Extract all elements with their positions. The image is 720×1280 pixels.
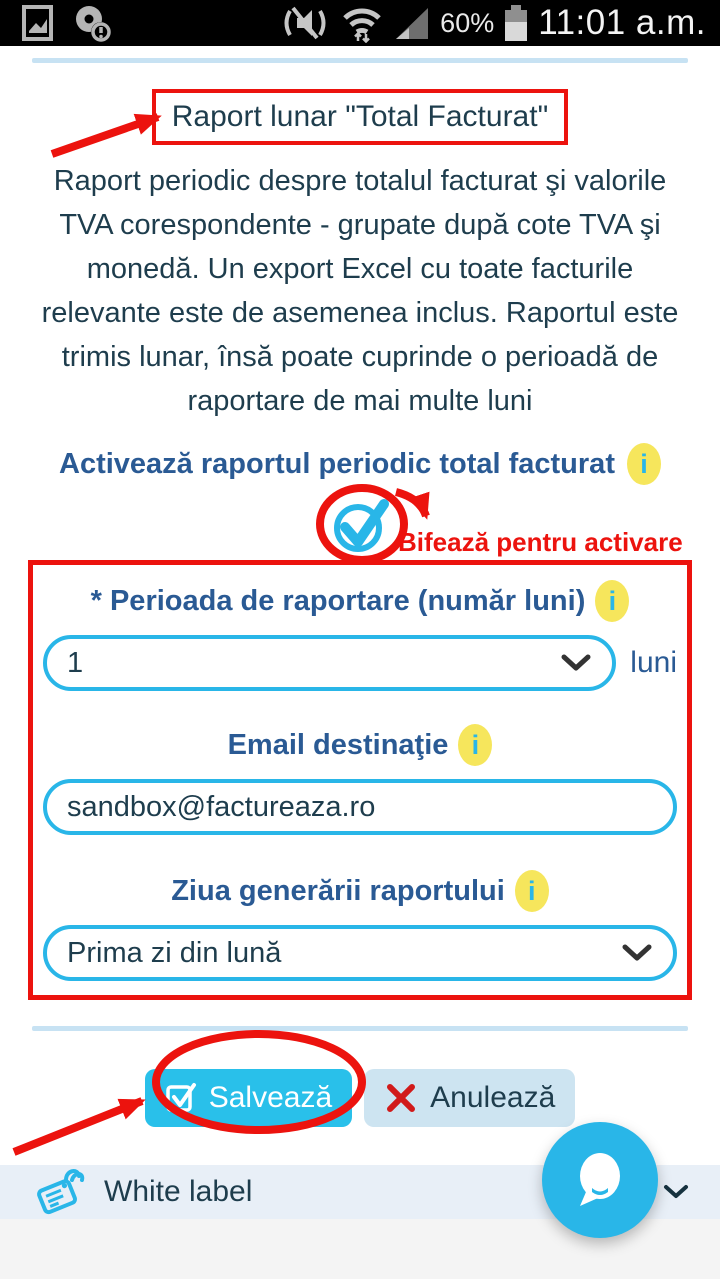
status-bar-right — [279, 3, 706, 43]
email-field-label: Email destinaţie — [227, 729, 449, 761]
email-input[interactable] — [67, 791, 653, 824]
tag-icon — [36, 1166, 86, 1218]
period-unit-label: luni — [630, 646, 677, 679]
cancel-button-label: Anulează — [430, 1081, 556, 1114]
save-checkbox-icon — [165, 1082, 197, 1114]
cancel-x-icon — [384, 1081, 418, 1115]
vibrate-mute-icon — [279, 3, 331, 43]
info-icon[interactable]: i — [515, 870, 549, 912]
chevron-down-icon — [560, 653, 592, 673]
chevron-down-icon[interactable] — [662, 1183, 690, 1201]
info-icon[interactable]: i — [627, 443, 661, 485]
battery-percent: 60% — [440, 7, 495, 38]
disc-alert-notification-icon — [72, 2, 114, 44]
period-select-value: 1 — [67, 646, 84, 679]
page-title: Raport lunar "Total Facturat" — [152, 89, 568, 145]
status-bar-left — [20, 2, 114, 44]
activate-checkbox-checked-icon[interactable] — [331, 493, 393, 555]
check-hint-annotation: Bifează pentru activare — [398, 527, 683, 557]
info-icon[interactable]: i — [595, 580, 629, 622]
report-day-field-label: Ziua generării raportului — [171, 875, 505, 907]
report-day-select[interactable] — [43, 925, 677, 981]
report-settings-form — [28, 560, 692, 1000]
battery-icon — [503, 3, 529, 43]
cancel-button[interactable] — [364, 1069, 575, 1127]
signal-strength-icon — [393, 3, 431, 43]
info-icon[interactable]: i — [458, 724, 492, 766]
chat-widget-button[interactable] — [542, 1122, 658, 1238]
activate-check-area — [0, 485, 720, 560]
activate-report-label: Activează raportul periodic total facturat — [59, 448, 615, 480]
report-day-select-value: Prima zi din lună — [67, 936, 282, 969]
chevron-down-icon — [621, 943, 653, 963]
report-description: Raport periodic despre totalul facturat şi valorile TVA corespondente - grupate după cote TVA şi monedă. Un export Excel cu toate facturile relevante este de asemenea inclus. Raportul este trimis lunar, însă poate cuprinde o perioadă de raportare de mai multe luni — [41, 165, 679, 417]
wifi-icon — [340, 3, 384, 43]
chat-bubble-icon — [572, 1150, 628, 1210]
save-button-label: Salvează — [208, 1081, 333, 1114]
top-divider — [32, 58, 688, 63]
email-input-wrap — [43, 779, 677, 835]
screenshot-notification-icon — [20, 3, 56, 43]
save-button[interactable] — [145, 1069, 352, 1127]
period-field-label: * Perioada de raportare (număr luni) — [90, 585, 586, 617]
mid-divider — [32, 1026, 688, 1031]
white-label-title: White label — [104, 1175, 253, 1208]
clock: 11:01 a.m. — [538, 3, 706, 42]
status-bar — [0, 0, 720, 46]
period-select[interactable] — [43, 635, 616, 691]
